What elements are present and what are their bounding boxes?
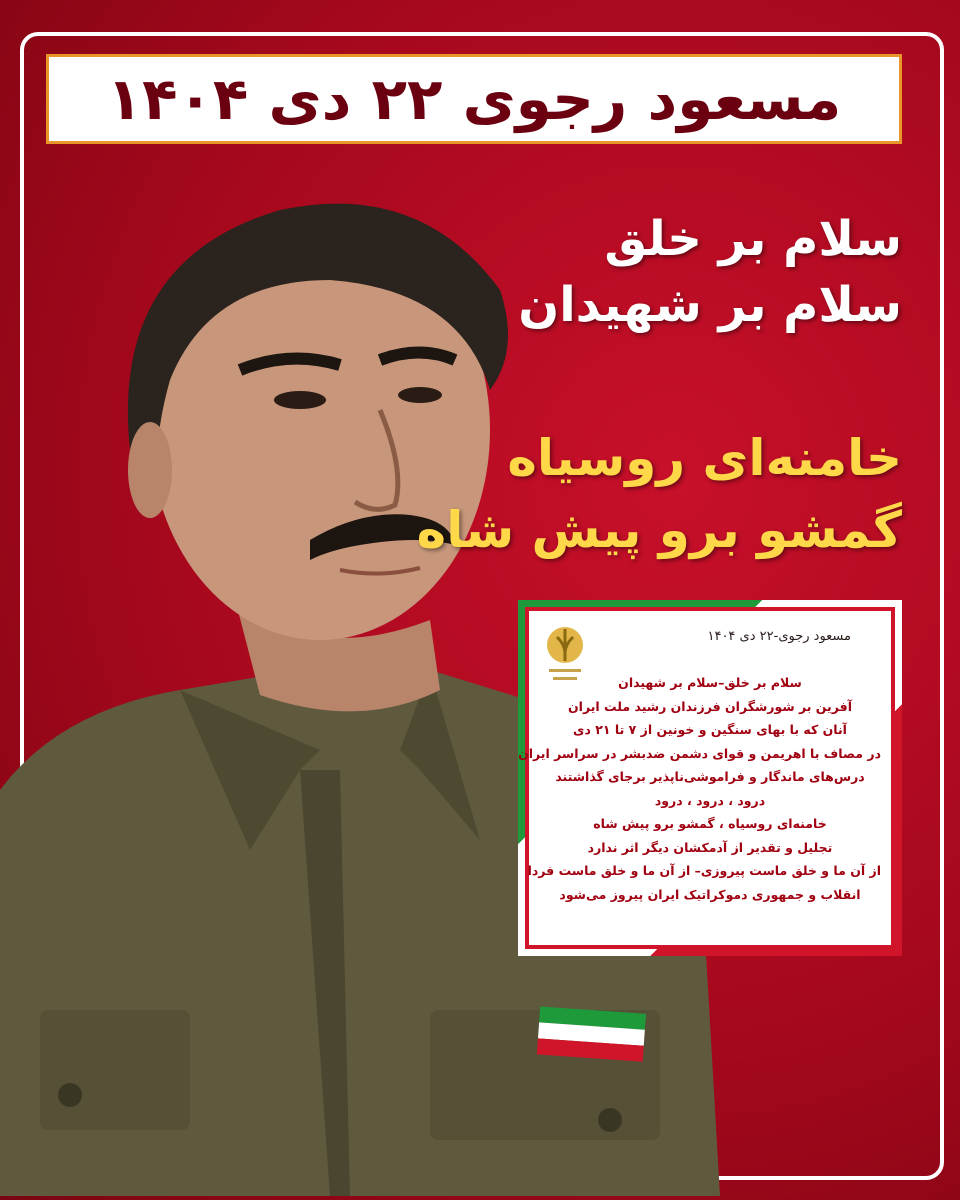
message-line: درود ، درود ، درود (654, 792, 766, 808)
flag-patch-icon (537, 1006, 646, 1061)
message-card-body (518, 607, 895, 949)
poster-title: مسعود رجوی ۲۲ دی ۱۴۰۴ (106, 65, 842, 133)
message-line: تجلیل و تقدیر از آدمکشان دیگر اثر ندارد (587, 839, 833, 855)
message-line: درس‌های ماندگار و فراموشی‌ناپذیر برجای گذاشتند (555, 769, 865, 784)
message-lines (518, 671, 881, 906)
message-line: در مصاف با اهریمن و قوای دشمن ضدبشر در سراسر ایران (518, 745, 881, 761)
message-card (518, 600, 902, 956)
message-header: مسعود رجوی-۲۲ دی ۱۴۰۴ (707, 629, 851, 644)
slogan-salam-khalgh: سلام بر خلق (604, 211, 902, 267)
message-line: سلام بر خلق–سلام بر شهیدان (618, 675, 802, 690)
message-line: آفرین بر شورشگران فرزندان رشید ملت ایران (567, 698, 852, 714)
message-line: انقلاب و جمهوری دموکراتیک ایران پیروز می‌شود (559, 886, 861, 902)
slogan-salam-shahidan: سلام بر شهیدان (518, 277, 902, 333)
slogan-khamenei: خامنه‌ای روسیاه (507, 429, 902, 487)
message-line: از آن ما و خلق ماست پیروزی– از آن ما و خلق ماست فردا (527, 863, 881, 878)
title-banner (46, 54, 902, 144)
message-line: آنان که با بهای سنگین و خونین از ۷ تا ۲۱ دی (573, 722, 847, 737)
slogan-gomsho: گمشو برو پیش شاه (416, 501, 902, 559)
message-line: خامنه‌ای روسیاه ، گمشو برو پیش شاه (593, 816, 827, 831)
